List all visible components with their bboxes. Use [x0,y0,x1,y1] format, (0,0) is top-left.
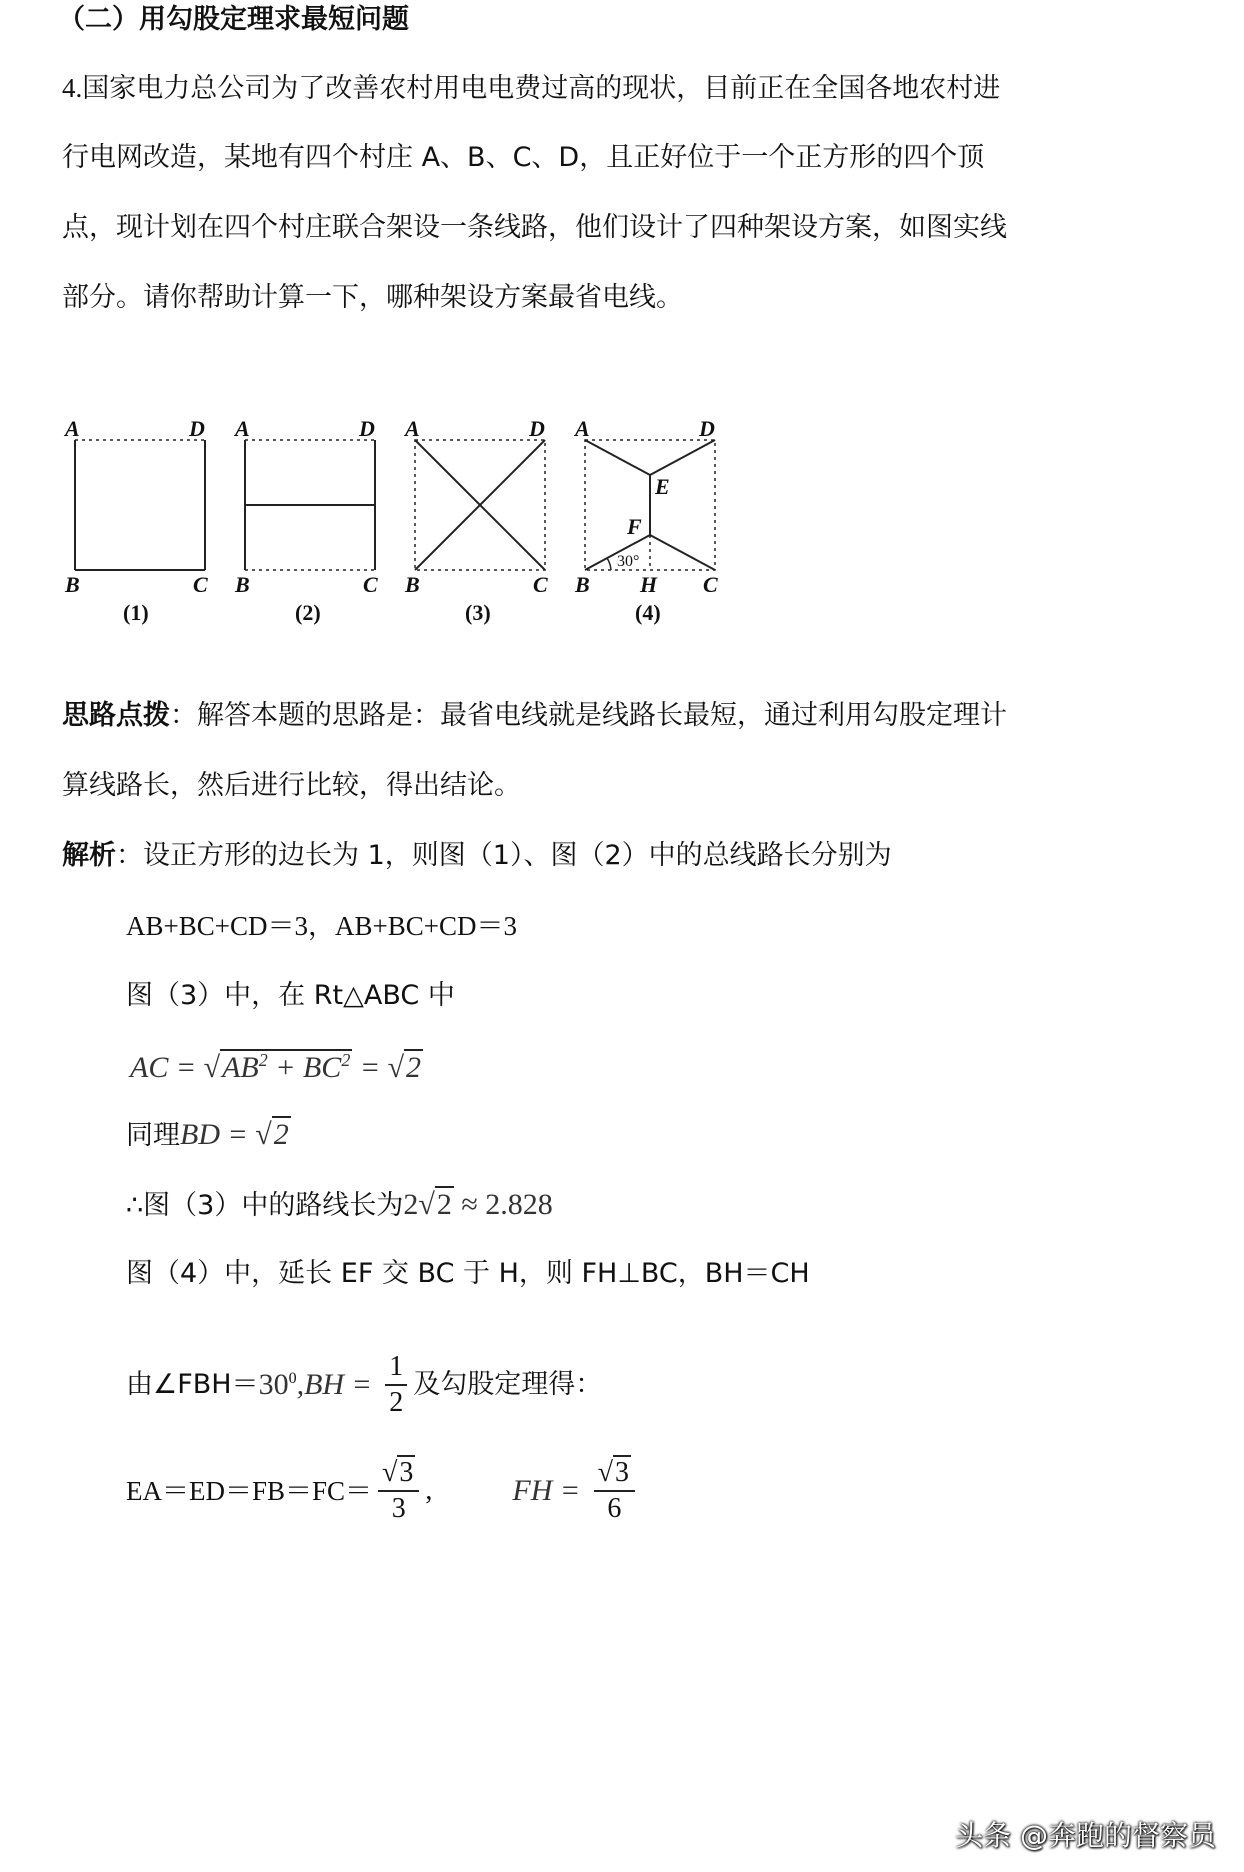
solution-angle-line [126,1350,602,1420]
problem-line-1 [62,72,1000,105]
fig3-label-a: A [405,416,420,441]
eq-ac-term1: AB [222,1051,259,1084]
bh-denominator: 2 [389,1387,404,1418]
solution-text-1: ：设正方形的边长为 1，则图（1）、图（2）中的总线路长分别为 [116,840,892,871]
figure-1 [75,440,205,570]
angle-sup: 0 [288,1370,297,1388]
fig2-label-a: A [235,416,250,441]
caption-1: (1) [123,600,149,625]
fig3-label-b: B [405,572,420,597]
fig4-angle-label: 30° [617,553,640,570]
fig4-label-b: B [575,572,590,597]
fig2-label-c: C [363,572,378,597]
problem-line-4: 部分。请你帮助计算一下，哪种架设方案最省电线。 [62,282,683,313]
section-title: （二）用勾股定理求最短问题 [58,4,409,35]
eq-bd-radical: √ [255,1118,272,1151]
fig3-label-c: C [533,572,548,597]
caption-4: (4) [635,600,661,625]
same-prefix: 同理 [126,1120,180,1151]
eq-ac-equals: = [352,1051,388,1084]
problem-line-2: 行电网改造，某地有四个村庄 A、B、C、D，且正好位于一个正方形的四个顶 [62,142,985,173]
fh-num-rad: 3 [615,1457,630,1488]
eq-route-coef: 2 [403,1188,419,1221]
caption-3: (3) [465,600,491,625]
eq-ac-exp1: 2 [258,1050,268,1070]
eq-bd-lhs: BD = [180,1118,256,1151]
fh-denominator: 6 [607,1493,622,1524]
solution-route-line [126,1188,553,1222]
fig1-label-a: A [65,416,80,441]
fh-numerator [594,1456,635,1492]
problem-text-1: 国家电力总公司为了改善农村用电电费过高的现状，目前正在全国各地农村进 [82,73,1001,104]
hint-label: 思路点拨 [62,700,170,731]
angle-suffix: 及勾股定理得： [413,1369,603,1400]
fig4-label-a: A [575,416,590,441]
fig1-label-c: C [193,572,208,597]
angle-prefix: 由∠FBH＝ [126,1369,259,1400]
figure-2 [245,440,375,570]
figure-3 [415,440,545,570]
solution-fig4-line: 图（4）中，延长 EF 交 BC 于 H，则 FH⊥BC，BH＝CH [126,1258,810,1289]
fig3-label-d: D [529,416,545,441]
eq-route-approx: ≈ 2.828 [453,1188,553,1221]
solution-line-3: 图（3）中，在 Rt△ABC 中 [126,980,455,1011]
len-num-rad: 3 [399,1457,414,1488]
solution-label: 解析 [62,840,116,871]
len-numerator [378,1456,419,1492]
fig1-label-b: B [65,572,80,597]
fig4-label-f: F [627,514,642,539]
caption-2: (2) [295,600,321,625]
fh-lhs: FH = [512,1474,588,1507]
bh-numerator: 1 [385,1350,407,1386]
eq-ac-radical: √ [203,1051,221,1084]
figure-4 [585,440,715,570]
eq-ac-result-radical: √ [387,1051,405,1084]
hint-line-2: 算线路长，然后进行比较，得出结论。 [62,770,521,801]
solution-lengths-line [126,1456,641,1526]
watermark: 头条 @奔跑的督察员 [955,1819,1216,1852]
fh-fraction [594,1456,635,1526]
eq-ac-result: 2 [406,1051,422,1084]
bh-lhs: ,BH = [296,1368,380,1401]
fig4-label-d: D [699,416,715,441]
lengths-prefix: EA＝ED＝FB＝FC＝ [126,1476,373,1506]
hint-line-1 [62,700,1007,732]
fig4-label-c: C [703,572,718,597]
eq-ac-term2: BC [302,1051,342,1084]
bh-fraction [385,1350,407,1420]
fig1-label-d: D [189,416,205,441]
problem-number: 4. [62,73,83,103]
len-denominator: 3 [391,1493,406,1524]
solution-line-1 [62,840,892,872]
fig2-label-b: B [235,572,250,597]
eq-route-rad: 2 [436,1188,452,1221]
solution-same-line [126,1118,291,1152]
route-prefix: ∴图（3）中的路线长为 [126,1190,404,1221]
eq-bd-rad: 2 [273,1118,289,1151]
angle-value: 30 [258,1368,289,1401]
solution-line-2: AB+BC+CD＝3，AB+BC+CD＝3 [126,911,517,941]
fig2-label-d: D [359,416,375,441]
eq-ac-plus: + [267,1051,303,1084]
fh-num-radical: √ [597,1457,614,1488]
hint-text-1: ：解答本题的思路是：最省电线就是线路长最短，通过利用勾股定理计 [170,700,1007,731]
problem-line-3: 点，现计划在四个村庄联合架设一条线路，他们设计了四种架设方案，如图实线 [62,212,1007,243]
len-fraction [378,1456,419,1526]
len-num-radical: √ [382,1457,398,1488]
eq-ac-lhs: AC = [130,1051,204,1084]
eq-route-radical: √ [418,1188,435,1221]
equation-ac [130,1050,423,1085]
fig4-label-e: E [655,474,670,499]
fig4-label-h: H [640,572,658,597]
figures-diagram [55,410,735,630]
eq-ac-exp2: 2 [341,1050,351,1070]
len-comma: , [425,1475,433,1506]
